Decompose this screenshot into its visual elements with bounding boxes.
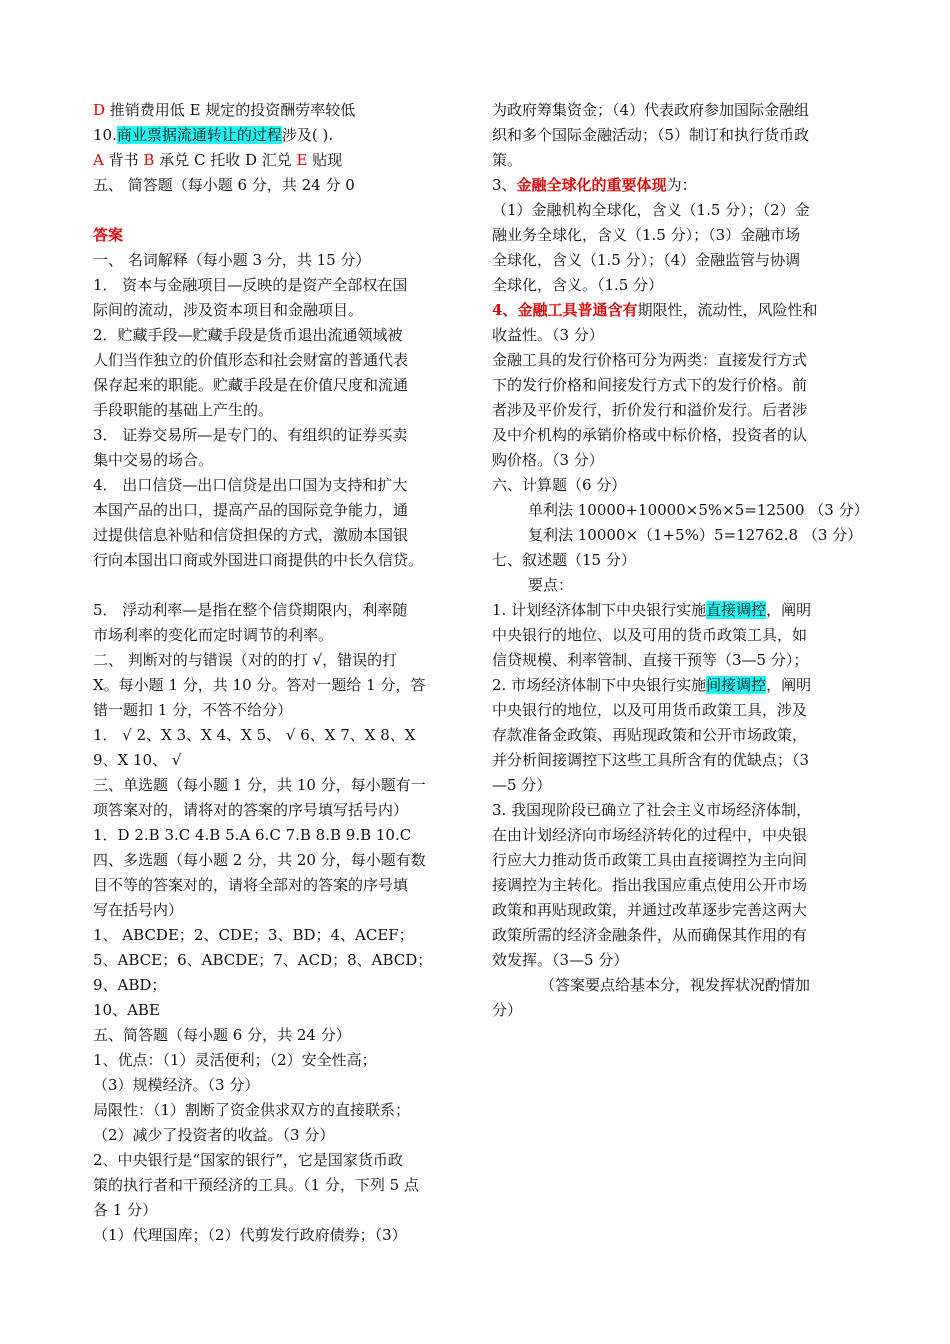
text-line: 5． 浮动利率—是指在整个信贷期限内，利率随 [93,601,408,619]
text-line: 1． √ 2、X 3、X 4、X 5、 √ 6、X 7、X 8、X [93,726,416,744]
text-line: 写在括号内） [93,901,184,919]
option-b-label: B [143,151,155,169]
text-line: （1）代理国库；（2）代剪发行政府债券；（3） [93,1226,407,1244]
text-line: 策的执行者和干预经济的工具。（1 分，下列 5 点 [93,1176,419,1194]
text-line: 2、中央银行是“国家的银行”，它是国家货币政 [93,1151,403,1169]
option-d-label: D [93,101,106,119]
text-line: 三、单选题（每小题 1 分，共 10 分，每小题有一 [93,776,426,794]
text-line: 在由计划经济向市场经济转化的过程中，中央银 [492,826,808,844]
question-9-option-line: D 推销费用低 E 规定的投资酬劳率较低 [93,101,356,119]
highlighted-text: 商业票据流通转让的过程 [116,126,282,144]
text-line: 市场利率的变化而定时调节的利率。 [93,626,334,644]
text-line: 全球化，含义（1.5 分）；（4）金融监管与协调 [492,251,801,269]
simple-interest-calc: 单利法 10000+10000×5%×5=12500 （3 分） [528,501,869,519]
text-line: 1、优点：（1）灵活便利；（2）安全性高； [93,1051,377,1069]
text-line: 局限性：（1）割断了资金供求双方的直接联系； [93,1101,411,1119]
text-line: 织和多个国际金融活动；（5）制订和执行货币政 [492,126,810,144]
text-line: （2）减少了投资者的收益。（3 分） [93,1126,335,1144]
text-line: 3. 我国现阶段已确立了社会主义市场经济体制， [492,801,812,819]
text-line: 5、ABCE；6、ABCDE；7、ACD；8、ABCD； [93,951,433,969]
text-line: 项答案对的，请将对的答案的序号填写括号内） [93,801,409,819]
text-line: 3． 证券交易所—是专门的、有组织的证券买卖 [93,426,408,444]
section-7-heading: 七、叙述题（15 分） [492,551,636,569]
option-e-label: E [296,151,308,169]
section-5-heading: 五、 简答题（每小题 6 分，共 24 分 0 [93,176,355,194]
text-line: 行应大力推动货币政策工具由直接调控为主向间 [492,851,808,869]
text-line: 9、X 10、 √ [93,751,182,769]
right-column [492,98,869,1023]
text-line: 保存起来的职能。贮藏手段是在价值尺度和流通 [93,376,409,394]
answer-3-heading: 3、金融全球化的重要体现为： [492,176,697,194]
highlighted-keyword: 金融工具普通含有 [517,301,638,319]
text-line: 融业务全球化，含义（1.5 分）；（3）金融市场 [492,226,801,244]
text-line: 4． 出口信贷—出口信贷是出口国为支持和扩大 [93,476,408,494]
text-line: 并分析间接调控下这些工具所含有的优缺点；（3 [492,751,810,769]
highlighted-text: 间接调控 [706,676,767,694]
text-line: X。每小题 1 分，共 10 分。答对一题给 1 分，答 [93,676,426,694]
text-line: 1．D 2.B 3.C 4.B 5.A 6.C 7.B 8.B 9.B 10.C [93,826,412,844]
text-line: 全球化，含义。（1.5 分） [492,276,664,294]
text-line: 目不等的答案对的，请将全部对的答案的序号填 [93,876,409,894]
text-line: 政策和再贴现政策，并通过改革逐步完善这两大 [492,901,808,919]
text-line: 一、 名词解释（每小题 3 分，共 15 分） [93,251,371,269]
text-line: 购价格。（3 分） [492,451,604,469]
text-line: 际间的流动，涉及资本项目和金融项目。 [93,301,364,319]
point-1: 1. 计划经济体制下中央银行实施直接调控，阐明 [492,601,812,619]
text-line: 10、ABE [93,1001,160,1019]
text-line: 效发挥。（3—5 分） [492,951,629,969]
question-10: 10.商业票据流通转让的过程涉及( ). [93,126,334,144]
text-line: 二、 判断对的与错误（对的的打 √，错误的打 [93,651,398,669]
text-line: 金融工具的发行价格可分为两类：直接发行方式 [492,351,808,369]
text-line: （1）金融机构全球化，含义（1.5 分）；（2）金 [492,201,810,219]
text-line: 信贷规模、利率管制、直接干预等（3—5 分）； [492,651,809,669]
highlighted-text: 直接调控 [706,601,767,619]
text-line: 接调控为主转化。指出我国应重点使用公开市场 [492,876,808,894]
text-line: 错一题扣 1 分，不答不给分） [93,701,293,719]
text-line: 为政府筹集资金；（4）代表政府参加国际金融组 [492,101,810,119]
option-a-label: A [93,151,104,169]
highlighted-keyword: 金融全球化的重要体现 [516,176,667,194]
text-line: 五、简答题（每小题 6 分，共 24 分） [93,1026,351,1044]
text-line: 者涉及平价发行，折价发行和溢价发行。后者涉 [492,401,808,419]
text-line: 策。 [492,151,523,169]
text-line: 中央银行的地位，以及可用货币政策工具，涉及 [492,701,808,719]
answer-4-heading: 4、金融工具普通含有期限性，流动性，风险性和 [492,301,818,319]
text-line: 本国产品的出口，提高产品的国际竞争能力，通 [93,501,409,519]
text-line: 9、ABD； [93,976,167,994]
text-line: —5 分） [492,776,552,794]
text-line: 手段职能的基础上产生的。 [93,401,274,419]
text-line: （3）规模经济。（3 分） [93,1076,260,1094]
text-line: 四、多选题（每小题 2 分，共 20 分，每小题有数 [93,851,426,869]
question-10-options: A 背书 B 承兑 C 托收 D 汇兑 E 贴现 [93,151,343,169]
section-6-heading: 六、计算题（6 分） [492,476,627,494]
answer-heading: 答案 [93,226,124,244]
left-column [93,98,465,1248]
text-line: 下的发行价格和间接发行方式下的发行价格。前 [492,376,808,394]
text-line: 2．贮藏手段—贮藏手段是货币退出流通领域被 [93,326,403,344]
text-line: 1． 资本与金融项目—反映的是资产全部权在国 [93,276,408,294]
text-line: 中央银行的地位、以及可用的货币政策工具，如 [492,626,808,644]
text-line: 1、 ABCDE；2、CDE；3、BD；4、ACEF； [93,926,414,944]
text-line: 集中交易的场合。 [93,451,214,469]
point-2: 2. 市场经济体制下中央银行实施间接调控，阐明 [492,676,812,694]
text-line: 存款准备金政策、再贴现政策和公开市场政策， [492,726,808,744]
text-line: 各 1 分） [93,1201,158,1219]
text-line: 过提供信息补贴和信贷担保的方式，激励本国银 [93,526,409,544]
closing-note: （答案要点给基本分，视发挥状况酌情加 [540,976,811,994]
text-line: 人们当作独立的价值形态和社会财富的普通代表 [93,351,409,369]
text-line: 及中介机构的承销价格或中标价格，投资者的认 [492,426,808,444]
text-line: 收益性。（3 分） [492,326,604,344]
compound-interest-calc: 复利法 10000×（1+5%）5=12762.8 （3 分） [528,526,863,544]
closing-note-end: 分） [492,1001,523,1019]
key-points-label: 要点： [528,576,574,594]
text-line: 行向本国出口商或外国进口商提供的中长久信贷。 [93,551,424,569]
text-line: 政策所需的经济金融条件，从而确保其作用的有 [492,926,808,944]
